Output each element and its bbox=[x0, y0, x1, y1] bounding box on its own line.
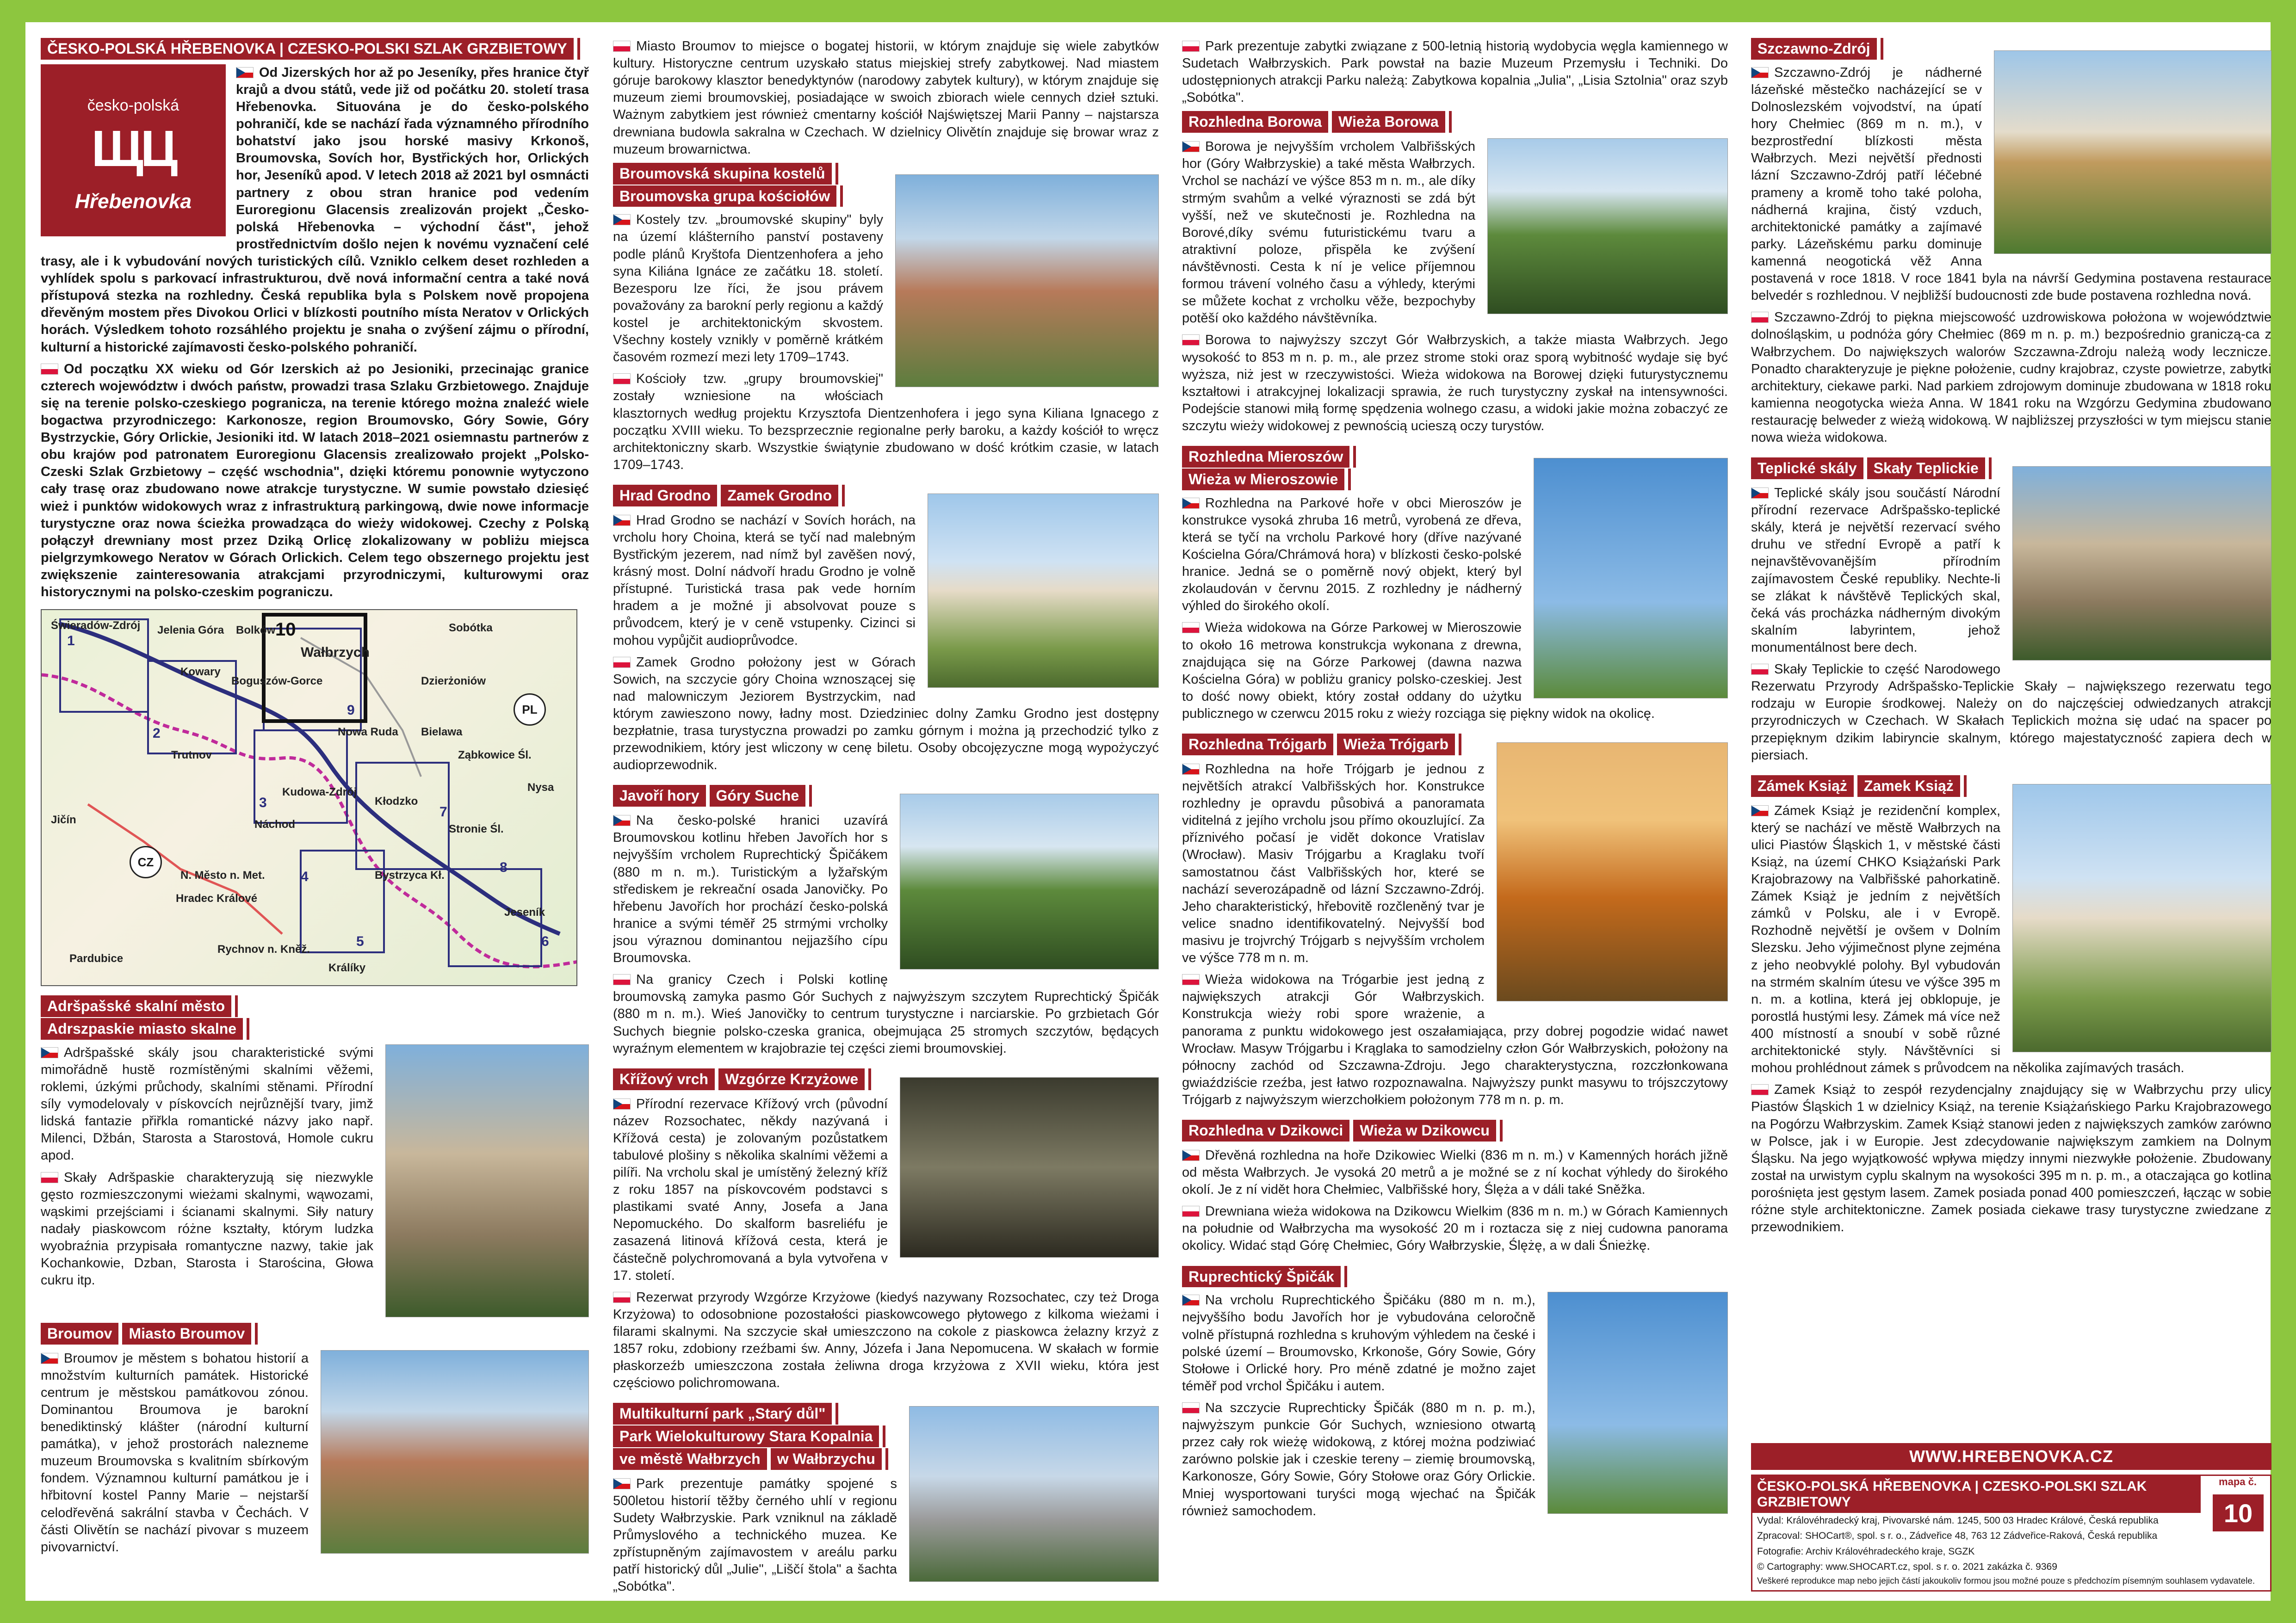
polish-flag-icon bbox=[1751, 312, 1769, 323]
footer-box bbox=[1751, 1475, 2271, 1592]
grodno-photo bbox=[928, 494, 1159, 688]
section-title-pl: Wieża Trójgarb bbox=[1337, 734, 1459, 755]
polish-flag-icon bbox=[613, 41, 631, 52]
polish-flag-icon bbox=[41, 364, 58, 375]
map-label: Náchod bbox=[254, 818, 296, 831]
text-cz: Dřevěná rozhledna na hoře Dzikowiec Wielki (836 m n. m.) v Kamenných horách jižně od města Wałbrzych. Je vysoká 20 metrů a je možné se z ní kochat výhledy do širokého okolí. Je z ní vidět hora Chełmiec, Valbřišské hory, Ślęża a v dáli také Sněžka. bbox=[1182, 1148, 1728, 1197]
text-cz: Přírodní rezervace Křížový vrch (původní název Rozsochatec, někdy nazývaná i Křížová cesta) je zolovaným pozůstatkem tabulové plošiny s několika skalními věžemi a pilíři. Na vrcholu skal je umístěný železný kříž z roku 1857 na pískovcovém podstavci s plastikami svaté Anny, Josefa a Jana Nepomuckého. Do skalform basreliéfu je zasazená litinová křížová cesta, která je částečně polychromovaná a byla vytvořena v 17. století. bbox=[613, 1096, 888, 1283]
polish-flag-icon bbox=[1182, 1206, 1200, 1217]
section-javori bbox=[613, 785, 1159, 1057]
polish-flag-icon bbox=[41, 1172, 58, 1183]
polish-flag-icon bbox=[613, 1292, 631, 1303]
map-section-number: 6 bbox=[541, 934, 549, 950]
map-section-number-current: 10 bbox=[275, 619, 296, 640]
czech-badge: CZ bbox=[130, 846, 162, 878]
footer-area bbox=[1751, 1443, 2271, 1592]
map-section-number: 8 bbox=[500, 860, 507, 876]
footer-title: ČESKO-POLSKÁ HŘEBENOVKA | CZESKO-POLSKI SZLAK GRZBIETOWY bbox=[1752, 1476, 2201, 1513]
section-title-pl: Zamek Grodno bbox=[721, 485, 842, 506]
section-title-pl-2: w Wałbrzychu bbox=[771, 1448, 885, 1470]
section-title-2: ve městě Wałbrzych bbox=[613, 1448, 771, 1470]
map-label: Nysa bbox=[527, 781, 554, 794]
map-label: Králíky bbox=[328, 962, 366, 975]
section-title-pl: Wzgórze Krzyżowe bbox=[718, 1068, 868, 1090]
map-label: Kłodzko bbox=[375, 795, 418, 808]
section-title: Adršpašské skalní město bbox=[41, 995, 235, 1017]
section-title-pl: Park Wielokulturowy Stara Kopalnia bbox=[613, 1426, 883, 1447]
section-mieroszow bbox=[1182, 446, 1728, 722]
section-adrspach bbox=[41, 995, 589, 1289]
text-pl: Szczawno-Zdrój to piękna miejscowość uzdrowiskowa położona w województwie dolnośląskim, u podnóża góry Chełmiec (869 m n. p. m.) bezpośrednio graniczą-ca z Wałbrzychem. Do największych walorów Szczawna-Zdroju należą wody lecznicze. Ponadto charakteryzuje je piękne położenie, cudny krajobraz, czyste powietrze, zabytki architektury, ciekawe parki. Nad parkiem zdrojowym dominuje zbudowana w 1818 roku kamienna neogotycka wieża Anna. W 1841 roku na Wzgórzu Gedymina zbudowano restaurację belweder z wieżą widokową. W najbliższej przyszłości w tym miejscu stanie nowa wieża widokowa. bbox=[1751, 310, 2271, 445]
section-title-pl: Zamek Książ bbox=[1857, 775, 1964, 797]
polish-flag-icon bbox=[613, 373, 631, 384]
section-mine bbox=[613, 1403, 1159, 1595]
section-title: Rozhledna Trójgarb bbox=[1182, 734, 1337, 755]
polish-flag-icon bbox=[1751, 664, 1769, 675]
publisher-line: Vydal: Královéhradecký kraj, Pivovarské nám. 1245, 500 03 Hradec Králové, Česká republika bbox=[1757, 1515, 2159, 1526]
section-title-pl: Wieża Borowa bbox=[1332, 111, 1449, 133]
map-label: Nowa Ruda bbox=[338, 726, 398, 739]
text-cz: Na vrcholu Ruprechtického Špičáku (880 m n. m.), nejvyššího bodu Javořích hor je vybudována celoročně volně přístupná rozhledna s kruhovým výhledem na české i polské území – Broumovsko, Krkonoše, Góry Sowie, Góry Stołowe i Orlické hory. Pro méně zdatné je možno zajet téměř pod vrchol Špičáku i autem. bbox=[1182, 1293, 1535, 1394]
czech-flag-icon bbox=[1182, 1295, 1200, 1306]
text-pl: Drewniana wieża widokowa na Dzikowcu Wielkim (836 m n. m.) w Górach Kamiennych na południe od Wałbrzycha ma wysokość 20 m i roztacza się z niej cudowna panorama okolicy. Widać stąd Górę Chełmiec, Góry Wałbrzyskie, Ślężę, a w dali Śnieżkę. bbox=[1182, 1204, 1728, 1253]
polish-flag-icon bbox=[1751, 1084, 1769, 1095]
section-title: Rozhledna Borowa bbox=[1182, 111, 1332, 133]
text-pl: Park prezentuje zabytki związane z 500-letnią historią wydobycia węgla kamiennego w Sudetach Wałbrzyskich. Park powstał na bazie Muzeum Przemysłu i Techniki. Do udostępnionych atrakcji Parku należą: Zabytkowa kopalnia „Julia", „Lisia Sztolnia" oraz szyb „Sobótka". bbox=[1182, 39, 1728, 105]
section-broumov bbox=[41, 1323, 589, 1556]
map-label: Jeseník bbox=[504, 906, 545, 919]
czech-flag-icon bbox=[613, 214, 631, 225]
czech-flag-icon bbox=[1182, 141, 1200, 152]
text-cz: Kostely tzv. „broumovské skupiny" byly na území klášterního panství postaveny podle plánů Kryštofa Dientzenhofera a jeho syna Kiliána Ignáce ze začátku 18. století. Bezesporu lze říci, že jsou právem považovány za barokní perly regionu a každý kostel je architektonickým skvostem. Všechny kostely vznikly v poměrně krátkém časovém rozmezí mezi lety 1709–1743. bbox=[613, 212, 883, 365]
map-label: Stronie Śl. bbox=[449, 823, 504, 836]
section-title: Teplické skály bbox=[1751, 457, 1867, 479]
text-cz: Broumov je městem s bohatou historií a množstvím kulturních památek. Historické centrum je městskou památkovou zónou. Dominantou Broumova je barokní benediktinský klášter (národní kulturní památka), v jehož prostorách nalezneme muzeum Broumovska s kvalitním sbírkovým fondem. Významnou kulturní památkou je i hřbitovní kostel Panny Marie – nejstarší celodřevěná sakrální stavba v Čechách. V části Olivětín se nachází pivovar s muzeem pivovarnictví. bbox=[41, 1351, 309, 1555]
section-title: Multikulturní park „Starý důl" bbox=[613, 1403, 835, 1425]
map-section-number: 1 bbox=[67, 633, 75, 649]
logo-mountain-icon: ЩЦ bbox=[91, 120, 175, 177]
broumov-photo bbox=[321, 1350, 589, 1554]
ksiaz-photo bbox=[2012, 784, 2271, 1052]
column-1 bbox=[41, 22, 589, 1601]
polish-flag-icon bbox=[1182, 41, 1200, 52]
text-pl: Wieża widokowa na Trógarbie jest jedną z największych atrakcji Gór Wałbrzyskich. Konstrukcja wieży robi spore wrażenie, a panorama z punktu widokowego jest oszałamiająca, przy dobrej pogodzie widać nawet Wrocław. Masyw Trójgarbu i Krąglaka to samodzielny człon Gór Wałbrzyskich, położony na północny zachód od Szczawna-Zdroju. Jego charakterystyczna, rozczłonkowana gwiaździście rzeźba, jest łatwo rozpoznawalna. Najwyższy punkt masywu to trójszczytowy Trójgarb z najwyższym wierzchołkiem położonym 778 m n. p. m. bbox=[1182, 972, 1728, 1107]
spicak-photo bbox=[1547, 1292, 1728, 1514]
text-cz: Teplické skály jsou součástí Národní přírodní rezervace Adršpašsko-teplické skály, která je největší rezervací svého druhu ve střední Evropě a patří k nejnavštěvovanějším přírodním zajímavostem České republiky. Nechte-li se zlákat k návštěvě Teplických skal, čeká vás procházka nádherným divokým skalním labyrintem, jehož monumentálnost bere dech. bbox=[1751, 486, 2000, 655]
section-churches bbox=[613, 163, 1159, 474]
map-label: Wałbrzych bbox=[301, 645, 370, 660]
czech-flag-icon bbox=[613, 1098, 631, 1110]
czech-flag-icon bbox=[1182, 1150, 1200, 1161]
czech-flag-icon bbox=[1751, 805, 1769, 816]
adrspach-photo bbox=[385, 1044, 589, 1317]
column-3 bbox=[1182, 22, 1728, 1601]
map-section-number: 4 bbox=[301, 869, 309, 885]
church-photo bbox=[895, 174, 1159, 387]
text-pl: Kościoły tzw. „grupy broumovskiej" zostały wzniesione na włościach klasztornych według projektu Krzysztofa Dientzenhofera i jego syna Kiliana Ignacego z początku XVIII wieku. To bezsprzecznie regionalne perły baroku, a każdy kościół to wręcz architektoniczny skarb. Wszystkie świątynie zbudowano w dość krótkim czasie, w latach 1709–1743. bbox=[613, 371, 1159, 472]
polish-flag-icon bbox=[613, 657, 631, 668]
map-label: Hradec Králové bbox=[176, 892, 258, 905]
section-ksiaz bbox=[1751, 775, 2271, 1236]
poland-badge: PL bbox=[514, 693, 546, 726]
szczawno-photo bbox=[1994, 50, 2271, 254]
section-title-pl: Wieża w Dzikowcu bbox=[1353, 1120, 1500, 1142]
map-section-number: 7 bbox=[439, 804, 447, 820]
section-title-pl: Adrszpaskie miasto skalne bbox=[41, 1018, 247, 1040]
text-cz: Szczawno-Zdrój je nádherné lázeňské městečko nacházející se v Dolnoslezském vojvodství, na úpatí hory Chełmiec (869 m n. m.), v bezprostřední blízkosti města Wałbrzych. Mezi největší přednosti lázní Szczawno-Zdrój patří léčebné prameny a kromě toho také poloha, nádherná krajina, čistý vzduch, architektonické památky a zajímavé parky. Lázeňskému parku dominuje kamenná neogotická věž Anna postavená v roce 1818. V roce 1841 byla na návrší Gedymina postavena restaurace belvedér s rozhlednou. V nejbližší budoucnosti zde bude postavena rozhledna nová. bbox=[1751, 65, 2271, 303]
column-4 bbox=[1751, 22, 2271, 1601]
map-label: Rychnov n. Kněž. bbox=[217, 943, 310, 956]
text-cz: Rozhledna na hoře Trójgarb je jednou z největších atrakcí Valbřišských hor. Konstrukce rozhledny je opravdu působivá a panoramata viditelná z jejího vrcholu jsou přímo okouzlující. Za příznivého počasí je vidět dokonce Vratislav (Wrocław). Masiv Trójgarbu a Kraglaku tvoří samostatnou část Valbřišských hor, které se nachází severozápadně od lázní Szczawno-Zdrój. Jeho charakteristický, hřebovitě rozčleněný tvar je velice snadno identifikovatelný. Nejvyšší bod masivu je trojvrchý Trójgarb s nejvyšším vrcholem ve výšce 778 m n. m. bbox=[1182, 761, 1485, 966]
section-title: Zámek Książ bbox=[1751, 775, 1857, 797]
text-cz: Hrad Grodno se nachází v Sovích horách, na vrcholu hory Choina, která se tyčí nad malebným Bystřickým jezerem, nad nímž byl zavěšen nový, krásný most. Dolní nádvoří hradu Grodno je volně přístupné. Turistická trasa pak vede horním hradem a je možné ji absolvovat pouze s průvodcem, který je v ceně vstupenky. Cizinci si mohou vypůjčit audioprůvodce. bbox=[613, 512, 916, 648]
mieroszow-photo bbox=[1534, 458, 1728, 698]
website-link[interactable]: WWW.HREBENOVKA.CZ bbox=[1751, 1443, 2271, 1470]
text-cz: Park prezentuje památky spojené s 500letou historií těžby černého uhlí v regionu Sudety Wałbrzyskie. Park vzniknul na základě Průmyslového a technického muzea. Ke zpřístupněným zajímavostem v areálu parku patří historický důl „Julie", „Liščí štola" a šachta „Sobótka". bbox=[613, 1476, 897, 1594]
photo-credit-line: Fotografie: Archiv Královéhradeckého kraje, SGZK bbox=[1757, 1546, 1975, 1557]
section-title-pl: Skały Teplickie bbox=[1867, 457, 1989, 479]
section-dzikowiec bbox=[1182, 1120, 1728, 1254]
text-pl: Na granicy Czech i Polski kotlinę broumovską zamyka pasmo Gór Suchych z najwyższym szczytem Ruprechtický Špičák (880 m n. m.). Wieś Janovičky to centrum turystyczne i narciarskie. Po grzbietach Gór Suchych biegnie polsko-czeska granica, obejmująca 25 stromych szczytów, będących wyraźnym elementem w krajobrazie tej części ziemi broumovskiej. bbox=[613, 972, 1159, 1056]
section-teplice bbox=[1751, 457, 2271, 764]
map-label: Boguszów-Gorce bbox=[231, 675, 323, 688]
column-2 bbox=[613, 22, 1159, 1601]
polish-flag-icon bbox=[1182, 334, 1200, 346]
section-grodno bbox=[613, 485, 1159, 774]
text-pl: Skały Teplickie to część Narodowego Rezerwatu Przyrody Adršpašsko-Teplickie Skały – największego rezerwatu tego rodzaju w Europie środkowej. Należy on do najczęściej odwiedzanych atrakcji przyrodniczych w Czechach. W Skałach Teplickich można się udać na spacer po przepięknym dzikim labiryncie skalnym, którego majestatyczność zapiera dech w piersiach. bbox=[1751, 662, 2271, 763]
map-label: Kowary bbox=[180, 666, 221, 679]
map-label: Jičín bbox=[51, 814, 76, 827]
section-title: Rozhledna Mieroszów bbox=[1182, 446, 1353, 468]
logo-top-text: česko-polská bbox=[87, 96, 179, 114]
text-pl: Miasto Broumov to miejsce o bogatej historii, w którym znajduje się wiele zabytków kultury. Historyczne centrum uzyskało status miejskiej strefy zabytkowej. Nad miastem góruje barokowy klasztor benedyktynów (narodowy zabytek kultury), w którym znajduje się muzeum ziemi broumovskiej, posiadające w swoich zbiorach wiele cennych dzieł sztuki. Ważnym zabytkiem jest również cmentarny kościół Najświętszej Marii Panny – najstarsza drewniana budowla sakralna w Czechach. W dzielnicy Olivětín znajduje się browar wraz z muzeum browarnictwa. bbox=[613, 39, 1159, 157]
section-trojgarb bbox=[1182, 734, 1728, 1109]
czech-flag-icon bbox=[613, 515, 631, 526]
section-title: Křížový vrch bbox=[613, 1068, 718, 1090]
map-section-number: 2 bbox=[153, 726, 161, 741]
text-cz: Borowa je nejvyšším vrcholem Valbřišských hor (Góry Wałbrzyskie) a také města Wałbrzych. Vrchol se nachází ve výšce 853 m n. m., ale díky strmým svahům a velké výraznosti se zdá být vyšší, než ve skutečnosti je. Rozhledna na Borové,díky svému futuristickému tvaru a atraktivní poloze, přispěla ke zvýšení návštěvnosti. Cesta k ní je velice příjemnou formou trávení volného času a výhledy, kterými se můžete kochat z vrcholku věže, bezpochyby potěší oko každého návštěvníka. bbox=[1182, 139, 1475, 326]
section-szczawno bbox=[1751, 38, 2271, 446]
map-label: N. Město n. Met. bbox=[180, 869, 265, 882]
map-section-number: 9 bbox=[347, 703, 355, 718]
text-cz: Na česko-polské hranici uzavírá Broumovskou kotlinu hřeben Javořích hor s nejvyšším vrcholem Ruprechtický Špičákem (880 m n. m.). Turistickým a lyžařským střediskem je rekreační osada Janovičky. Po hřebenu Javořích hor prochází česko-polská hranice a svými téměř 25 strmými vrcholky jsou výraznou dominantou nejjazšího cípu Broumovska. bbox=[613, 813, 888, 966]
map-label: Bielawa bbox=[421, 726, 463, 739]
text-cz: Adršpašské skály jsou charakteristické svými mimořádně hustě rozmístěnými skalními věžemi, roklemi, úzkými průchody, skalními stěnami. Přírodní síly vymodelovaly v pískovcích nejrůznější tvary, jimž lidská fantazie přiřkla romantické názvy jako např. Milenci, Džbán, Starosta a Starostová, Homole cukru apod. bbox=[41, 1045, 373, 1163]
javori-photo bbox=[900, 794, 1159, 969]
cartography-line: © Cartography: www.SHOCART.cz, spol. s r. o. 2021 zakázka č. 9369 bbox=[1757, 1561, 2057, 1573]
map-label: Pardubice bbox=[69, 952, 124, 965]
text-pl: Zamek Grodno położony jest w Górach Sowich, na szczycie góry Choina wznoszącej się nad malowniczym Jeziorem Bystrzyckim, nad którym zawieszono nowy, ładny most. Dziedziniec dolny Zamku Grodno jest dostępny bezpłatnie, trasa turystyczna prowadzi po zamku górnym i można ją przechodzić tylko z przewodnikiem, który jest wliczony w cenę biletu. Osoby obcojęzyczne mogą wypożyczyć audioprzewodnik. bbox=[613, 654, 1159, 773]
text-cz: Rozhledna na Parkové hoře v obci Mieroszów je konstrukce vysoká zhruba 16 metrů, vyrobená ze dřeva, která se tyčí na vrcholu Parkové hory (dříve nazývané Kościelna Góra/Chrámová hora) v blízkosti česko-polské hranice. Jedná se o poměrně nový objekt, který byl zkolaudován v červnu 2015. Z rozhledny je nádherný výhled do širokého okolí. bbox=[1182, 495, 1522, 614]
krizovy-photo bbox=[900, 1077, 1159, 1258]
text-cz: Zámek Książ je rezidenční komplex, který se nachází ve městě Wałbrzych na ulici Piastów Śląskich 1, v městské části Książ, na území CHKO Książański Park Krajobrazowy na Valbřišské pahorkatině. Zámek Książ je jedním z největších zámků v Polsku, ale i v Evropě. Rozhodně největší je ovšem v Dolním Slezsku. Jeho výjimečnost plyne zejména z jeho neobvyklé polohy. Byl vybudován na strmém skalním útesu ve výšce 395 m n. m. a kotlina, která jej obklopuje, je porostlá hustými lesy. Zámek má více než 400 místností a snoubí v sobě různé architektonické styly. Návštěvníci si mohou prohlédnout zámek s průvodcem na několika zajímavých trasách. bbox=[1751, 803, 2185, 1076]
main-title: ČESKO-POLSKÁ HŘEBENOVKA | CZESKO-POLSKI SZLAK GRZBIETOWY bbox=[41, 38, 577, 60]
logo-main-text: Hřebenovka bbox=[75, 190, 192, 213]
section-title-pl: Broumovska grupa kościołów bbox=[613, 185, 840, 207]
section-title: Szczawno-Zdrój bbox=[1751, 38, 1881, 60]
borowa-photo bbox=[1487, 138, 1728, 314]
czech-flag-icon bbox=[613, 1478, 631, 1489]
text-pl: Rezerwat przyrody Wzgórze Krzyżowe (kiedyś nazywany Rozsochatec, czy też Droga Krzyżowa) to odosobnione pozostałości piaskowcowego płytowego z kilkoma wieżami i filarami skalnymi. Na szczycie skał umieszczono na cokole z piaskowca żelazny krzyż z 1857 roku, zdobiony rzeźbami św. Anny, Józefa i Jana Nepomucena. W skałach w formie płaskorzeźb umieszczona została żeliwna droga krzyżowa z XVII wieku, która jest częściowo polichromowana. bbox=[613, 1290, 1159, 1391]
section-borowa bbox=[1182, 111, 1728, 435]
section-title: Ruprechtický Špičák bbox=[1182, 1266, 1344, 1288]
map-section-number: 5 bbox=[356, 934, 364, 950]
map-label: Sobótka bbox=[449, 622, 493, 635]
polish-flag-icon bbox=[1182, 1402, 1200, 1413]
leaflet-page bbox=[25, 22, 2271, 1601]
section-title-pl: Góry Suche bbox=[710, 785, 810, 807]
map-label: Kudowa-Zdrój bbox=[282, 786, 357, 799]
map-label: Bystrzyca Kł. bbox=[375, 869, 445, 882]
section-title-pl: Wieża w Mieroszowie bbox=[1182, 469, 1348, 490]
teplice-photo bbox=[2012, 466, 2271, 660]
section-title: Broumov bbox=[41, 1323, 122, 1345]
text-pl: Na szczycie Ruprechticky Špičák (880 m n. p. m.), najwyższym punkcie Gór Suchych, wzniesiono otwartą przez cały rok wieżę widokową, z której można podziwiać zarówno polskie jak i czeskie tereny – ziemię broumovską, Karkonosze, Góry Sowie, Góry Stołowe oraz Góry Orlickie. Mniej wysportowani turyści mogą wjechać na Špičák również samochodem. bbox=[1182, 1401, 1535, 1518]
processor-line: Zpracoval: SHOCart®, spol. s r. o., Zádveřice 48, 763 12 Zádveřice-Raková, Česká republika bbox=[1757, 1530, 2158, 1542]
map-label: Bolków bbox=[236, 624, 276, 637]
map-label: Ząbkowice Śl. bbox=[458, 749, 532, 762]
section-title: Hrad Grodno bbox=[613, 485, 721, 506]
map-number: 10 bbox=[2213, 1494, 2264, 1531]
section-title: Rozhledna v Dzikowci bbox=[1182, 1120, 1353, 1142]
map-number-label: mapa č. bbox=[2219, 1476, 2257, 1488]
trojgarb-photo bbox=[1497, 742, 1728, 1001]
text-pl: Borowa to najwyższy szczyt Gór Wałbrzyskich, a także miasta Wałbrzych. Jego wysokość to 853 m n. p. m., ale przez strome stoki oraz sporą wybitność wydaje się być wyższa, niż jest w rzeczywistości. Wieża widokowa na Borowej dzięki futurystycznemu kształtowi i atrakcyjnej lokalizacji sprawia, że ruch turystyczny zyskał na intensywności. Podejście stanowi miłą formę spędzenia wolnego czasu, a widoki jakie można zobaczyć ze szczytu wieży widokowej z pewnością ucieszą oczy turystów. bbox=[1182, 333, 1728, 433]
czech-flag-icon bbox=[41, 1047, 58, 1058]
text-pl: Zamek Książ to zespół rezydencjalny znajdujący się w Wałbrzychu przy ulicy Piastów Śląskich 1 w dzielnicy Książ, na terenie Książańskiego Parku Krajobrazowego na Pogórzu Wałbrzyskim. Zamek Książ stanowi jeden z największych zamków zarówno w Polsce, jak i w Europie. Jest zdecydowanie największym zamkiem na Dolnym Śląsku. Na jego wyjątkowość wpływa między innymi niezwykłe położenie. Zbudowany został na urwistym cyplu skalnym na wysokości 395 m n. p. m., a otaczająca go kotlina porośnięta jest gęstym lasem. Zamek posiada ponad 400 pomieszczeń, łącząc w sobie różne style architektoniczne. Zamek posiada ciekawe trasy turystyczne zwiedzane z przewodnikiem. bbox=[1751, 1082, 2271, 1235]
section-title: Javoří hory bbox=[613, 785, 710, 807]
section-title-pl: Miasto Broumov bbox=[122, 1323, 255, 1345]
polish-flag-icon bbox=[1182, 622, 1200, 633]
text-pl: Wieża widokowa na Górze Parkowej w Mieroszowie to około 16 metrowa konstrukcja wykonana z drewna, znajdująca się na Górze Parkowej (dawna nazwa Kościelna Góra) w pobliżu granicy polsko-czeskiej. Jest to dość nowy obiekt, który został oddany do użytku publicznego w czerwcu 2015 roku z wieży rozciąga się piękny widok na okolicę. bbox=[1182, 620, 1655, 721]
polish-flag-icon bbox=[613, 974, 631, 985]
mine-photo bbox=[909, 1406, 1159, 1582]
map-label: Trutnov bbox=[171, 749, 212, 762]
map-label: Dzierżoniów bbox=[421, 675, 486, 688]
section-spicak bbox=[1182, 1266, 1728, 1520]
intro-pl: Od początku XX wieku od Gór Izerskich aż po Jesioniki, przecinając granice czterech województw i dwóch państw, prowadzi trasa Szlaku Grzbietowego. Znajduje się na terenie polsko-czeskiego pogranicza, na terenie którego można znaleźć wiele bogactwa przyrodniczego: Karkonosze, region Broumovsko, Góry Sowie, Góry Bystrzyckie, Góry Orlickie, Jesioniki itd. W latach 2018–2021 osiemnastu partnerów z obu krajów pod patronatem Euroregionu Glacensis zrealizowało projekt „Polsko-Czeski Szlak Grzbietowy – część wschodnia", dzięki któremu ponownie wytyczono cały trasę oraz zbudowano nowe atrakcje turystyczne. W sumie powstało dziesięć wież i punktów widokowych wraz z infrastrukturą parkingową, dwie nowe informacje turystyczne oraz nowa ścieżka prowadząca do wieży widokowej. Czechy z Polską połączył drewniany most przez Dziką Orlicę zlokalizowany w pobliżu miejsca pielgrzymkowego Neratov w Górach Orlickich. Celem tego obszernego projektu jest zwiększenie zainteresowania atrakcjami przyrodniczymi, kulturowymi oraz historycznymi na polsko-czeskim pograniczu. bbox=[41, 361, 589, 600]
czech-flag-icon bbox=[1182, 764, 1200, 775]
czech-flag-icon bbox=[613, 815, 631, 826]
intro-cz: Od Jizerských hor až po Jeseníky, přes hranice čtyř krajů a dvou států, vede již od počátku 20. století trasa Hřebenovka. Situována je do česko-polského pohraničí, kde se nachází řada významného přírodního bohatství jako jsou horské masivy Krkonoš, Broumovska, Sovích hor, Bystřických hor, Orlických hor, Jeseníků apod. V letech 2018 až 2021 byl osmnácti partnery z obou stran hranice pod vedením Euroregionu Glacensis zrealizován projekt „Česko-polská Hřebenovka – východní část", jehož prostřednictvím došlo nejen k novému vyznačení celé trasy, ale i k vybudování nových turistických cílů. Vzniklo celkem deset rozhleden a vyhlídek spolu s parkovací infrastrukturou, dvě nová informační centra a také nová přístupová stezka na rozhledny. Česká republika byla s Polskem nově propojena dřevěným mostem přes Divokou Orlici v blízkosti poutního místa Neratov v Orlických horách. Výsledkem tohoto rozsáhlého projektu je snaha o zvýšení zájmu o přírodní, kulturní a historické zajímavosti česko-polského pohraničí. bbox=[41, 65, 589, 355]
map-label: Jelenia Góra bbox=[157, 624, 224, 637]
czech-flag-icon bbox=[1182, 498, 1200, 509]
map-section-number: 3 bbox=[259, 795, 267, 811]
text-pl: Skały Adršpaskie charakteryzują się niezwykle gęsto rozmieszczonymi wieżami skalnymi, wąwozami, wąskimi przejściami i ścianami skalnymi. Siły natury nadały piaskowcom różne kształty, którym ludzka wyobraźnia przypisała romantyczne nazwy, takie jak Kochankowie, Dzban, Starosta i Starościna, Głowa cukru itp. bbox=[41, 1170, 373, 1288]
copyright-line: Veškeré reprodukce map nebo jejich částí jakoukoliv formou jsou možné pouze s předchozím písemným souhlasem vydavatele. bbox=[1757, 1576, 2255, 1586]
polish-flag-icon bbox=[1182, 974, 1200, 985]
czech-flag-icon bbox=[1751, 67, 1769, 78]
czech-flag-icon bbox=[236, 67, 254, 78]
map-label: Świeradów-Zdrój bbox=[51, 619, 141, 632]
section-krizovy bbox=[613, 1068, 1159, 1392]
czech-flag-icon bbox=[1751, 488, 1769, 499]
hrebenovka-logo bbox=[41, 64, 226, 236]
route-map bbox=[41, 609, 577, 986]
czech-flag-icon bbox=[41, 1353, 58, 1364]
section-title: Broumovská skupina kostelů bbox=[613, 163, 835, 185]
